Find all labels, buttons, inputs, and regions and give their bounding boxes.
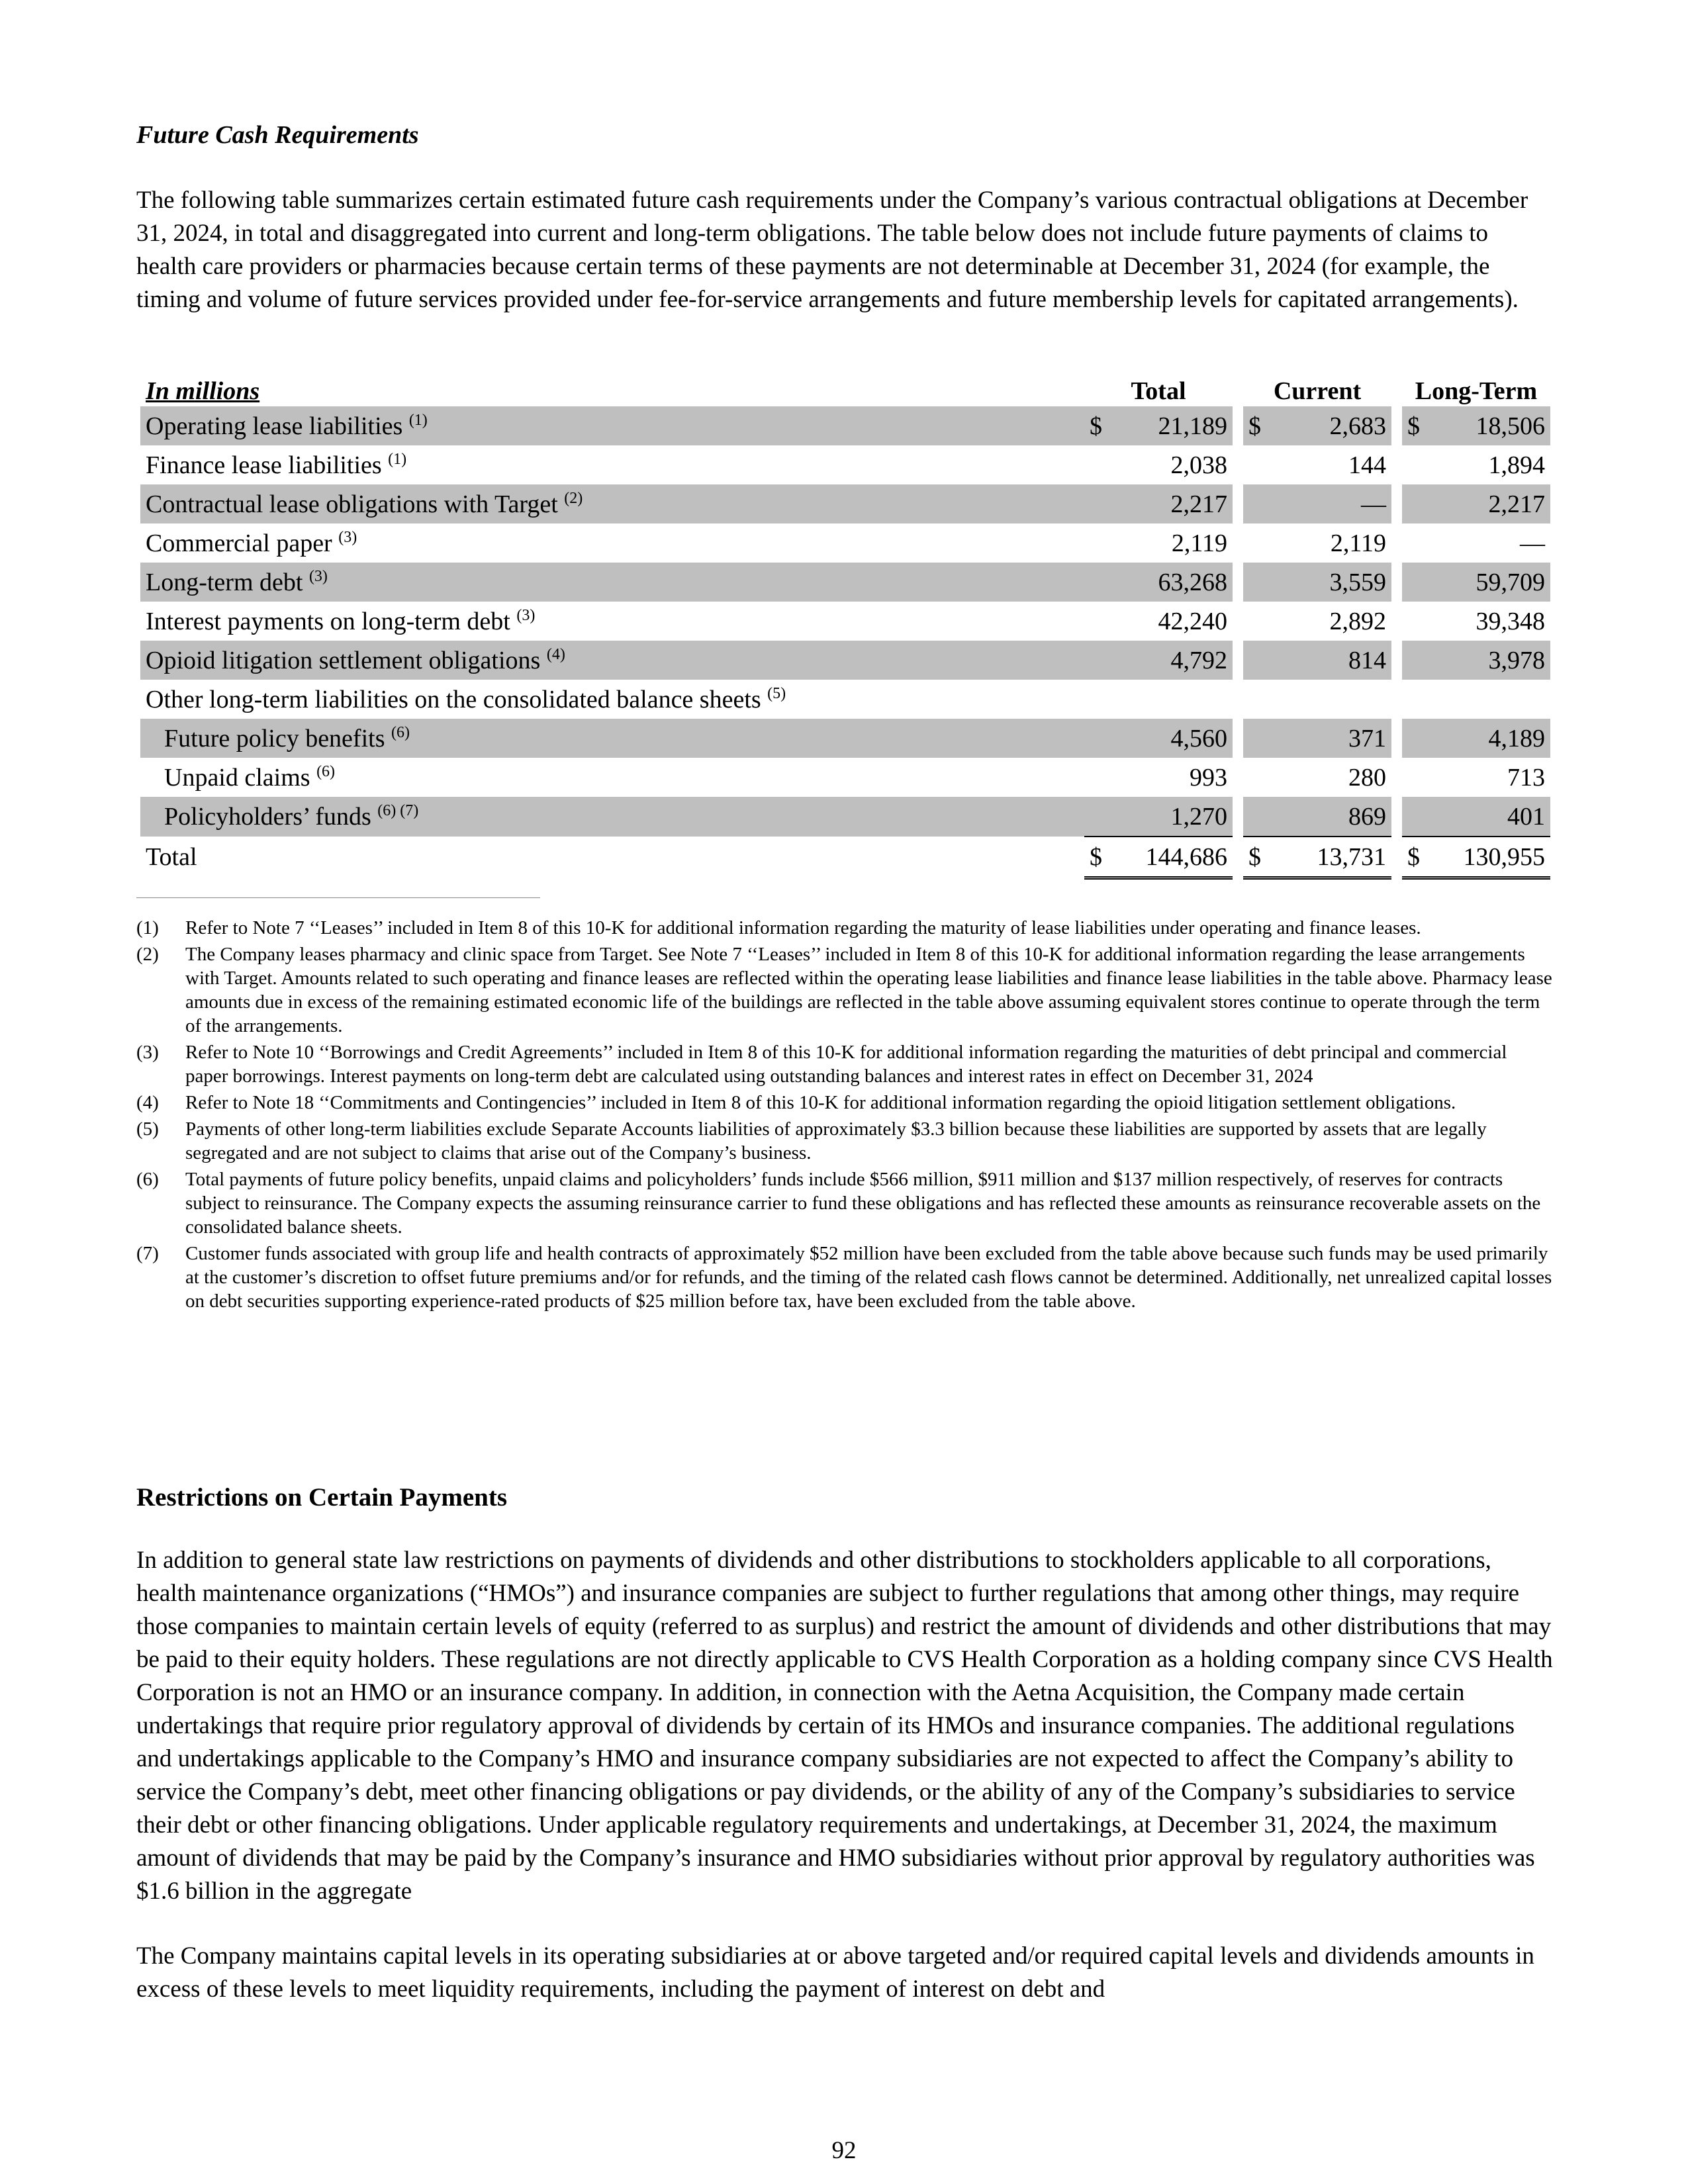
row-label-text: Opioid litigation settlement obligations: [146, 646, 547, 674]
row-label: [140, 484, 1084, 523]
header-current: Current: [1273, 377, 1362, 405]
table-header-row: [140, 376, 1550, 406]
table-body: [140, 406, 1550, 878]
cell-current: 2,892: [1329, 607, 1386, 635]
footnote-item: [136, 1242, 1553, 1313]
footnote-text: Refer to Note 10 ‘‘Borrowings and Credit Agreements’’ included in Item 8 of this 10-K for additional information regarding the maturities of debt principal and commercial paper borrowings. Interest payments on long-term debt are calculated using outstanding balances and interest rates in effect on December 31, 2024: [185, 1042, 1507, 1087]
cell-long-term: 713: [1507, 763, 1545, 792]
row-label: [140, 680, 1084, 719]
cell-current: 144: [1348, 451, 1386, 479]
cell-current: 2,683: [1275, 406, 1391, 445]
footnote-ref: (3): [516, 606, 536, 624]
footnote-text: Refer to Note 7 ‘‘Leases’’ included in Item 8 of this 10-K for additional information regarding the maturity of lease liabilities under operating and finance leases.: [185, 917, 1421, 938]
footnote-number: (1): [136, 917, 159, 938]
cell-total: [1116, 680, 1233, 719]
section-title: Future Cash Requirements: [136, 121, 419, 149]
table-row: [140, 406, 1550, 445]
currency-symbol: [1243, 523, 1275, 563]
footnote-ref: (3): [338, 528, 357, 546]
table-row: [140, 523, 1550, 563]
cell-total: 4,792: [1116, 641, 1233, 680]
header-total: Total: [1131, 377, 1186, 405]
currency-symbol: [1084, 602, 1116, 641]
table-row: [140, 680, 1550, 719]
row-label-text: Unpaid claims: [164, 763, 317, 792]
cell-long-term: 18,506: [1434, 406, 1550, 445]
row-label-text: Other long-term liabilities on the consolidated balance sheets: [146, 685, 768, 713]
row-label: [140, 602, 1084, 641]
row-label-text: Future policy benefits: [164, 724, 391, 752]
column-gap: [1391, 406, 1402, 445]
cell-total: 21,189: [1116, 406, 1233, 445]
cell-current: 2,119: [1330, 529, 1386, 557]
cell-long-term: 1,894: [1488, 451, 1545, 479]
cell-current: 3,559: [1275, 563, 1391, 602]
currency-symbol: [1243, 641, 1275, 680]
cell-long-term: 401: [1434, 797, 1550, 837]
cell-total: 2,119: [1171, 529, 1227, 557]
currency-symbol: [1243, 797, 1275, 837]
currency-symbol: [1402, 758, 1434, 797]
currency-symbol: [1243, 563, 1275, 602]
column-gap: [1233, 797, 1243, 837]
currency-symbol: [1084, 523, 1116, 563]
footnote-ref: (5): [767, 684, 786, 702]
table-row: [140, 719, 1550, 758]
cell-long-term: 39,348: [1476, 607, 1545, 635]
currency-symbol: [1243, 719, 1275, 758]
currency-symbol: [1402, 602, 1434, 641]
row-label: [140, 758, 1084, 797]
total-row: [140, 837, 1550, 878]
cell-current: —: [1275, 484, 1391, 523]
footnote-text: Payments of other long-term liabilities exclude Separate Accounts liabilities of approximately $3.3 billion because these liabilities are supported by assets that are legally segregated and are not subject to claims that arise out of the Company’s business.: [185, 1118, 1487, 1163]
footnote-ref: (6) (7): [377, 802, 419, 819]
footnote-item: [136, 1117, 1553, 1165]
restrictions-paragraph-1: In addition to general state law restrictions on payments of dividends and other distributions to stockholders applicable to all corporations, health maintenance organizations (“HMOs”) and insurance companies are subject to further regulations that among other things, may require those companies to maintain certain levels of equity (referred to as surplus) and restrict the amount of dividends and other distributions that may be paid to their equity holders. These regulations are not directly applicable to CVS Health Corporation as a holding company since CVS Health Corporation is not an HMO or an insurance company. In addition, in connection with the Aetna Acquisition, the Company made certain undertakings that require prior regulatory approval of dividends by certain of its HMOs and insurance companies. The additional regulations and undertakings applicable to the Company’s HMO and insurance company subsidiaries are not expected to affect the Company’s ability to service the Company’s debt, meet other financing obligations or pay dividends, or the ability of any of the Company’s subsidiaries to service their debt or other financing obligations. Under applicable regulatory requirements and undertakings, at December 31, 2024, the maximum amount of dividends that may be paid by the Company’s insurance and HMO subsidiaries without prior approval by regulatory authorities was $1.6 billion in the aggregate: [136, 1547, 1553, 1905]
page-content: [136, 119, 1553, 316]
currency-symbol: $: [1243, 837, 1275, 878]
currency-symbol: [1084, 680, 1116, 719]
table-row: [140, 758, 1550, 797]
cell-total: 63,268: [1116, 563, 1233, 602]
column-gap: [1391, 523, 1402, 563]
footnote-number: (4): [136, 1092, 159, 1113]
currency-symbol: [1402, 523, 1434, 563]
cell-long-term: 2,217: [1434, 484, 1550, 523]
cell-total: 993: [1190, 763, 1227, 792]
currency-symbol: [1084, 484, 1116, 523]
total-long-term: 130,955: [1434, 837, 1550, 878]
currency-symbol: [1402, 445, 1434, 484]
column-gap: [1233, 837, 1243, 878]
currency-symbol: [1243, 445, 1275, 484]
row-label-text: Long-term debt: [146, 568, 309, 596]
cell-current: [1275, 680, 1391, 719]
currency-symbol: [1402, 641, 1434, 680]
row-label-text: Contractual lease obligations with Target: [146, 490, 565, 518]
currency-symbol: $: [1084, 837, 1116, 878]
total-total: 144,686: [1116, 837, 1233, 878]
footnote-item: [136, 916, 1553, 940]
footnote-text: Total payments of future policy benefits, unpaid claims and policyholders’ funds include $566 million, $911 million and $137 million respectively, of reserves for contracts subject to reinsurance. The Company expects the assuming reinsurance carrier to fund these obligations and has reflected these amounts as reinsurance recoverable assets on the consolidated balance sheets.: [185, 1169, 1541, 1238]
currency-symbol: [1084, 445, 1116, 484]
footnote-item: [136, 942, 1553, 1038]
row-label: [140, 797, 1084, 837]
page-number: 92: [831, 2137, 857, 2164]
cash-requirements-table-wrap: [140, 376, 1550, 880]
column-gap: [1233, 758, 1243, 797]
restrictions-section: [136, 1482, 1553, 2006]
currency-symbol: [1084, 641, 1116, 680]
footnote-ref: (1): [408, 411, 428, 429]
currency-symbol: [1402, 680, 1434, 719]
currency-symbol: [1084, 797, 1116, 837]
column-gap: [1391, 837, 1402, 878]
table-row: [140, 445, 1550, 484]
column-gap: [1233, 484, 1243, 523]
header-long-term: Long-Term: [1415, 377, 1538, 405]
row-label: [140, 563, 1084, 602]
column-gap: [1391, 641, 1402, 680]
footnote-number: (2): [136, 944, 159, 965]
footnote-text: Refer to Note 18 ‘‘Commitments and Contingencies’’ included in Item 8 of this 10-K for additional information regarding the opioid litigation settlement obligations.: [185, 1092, 1456, 1113]
column-gap: [1391, 719, 1402, 758]
column-gap: [1233, 406, 1243, 445]
footnote-ref: (2): [564, 489, 583, 507]
currency-symbol: [1084, 563, 1116, 602]
cell-total: 2,038: [1170, 451, 1227, 479]
footnote-ref: (1): [388, 450, 407, 468]
currency-symbol: [1243, 680, 1275, 719]
currency-symbol: $: [1402, 837, 1434, 878]
footnote-item: [136, 1167, 1553, 1239]
cell-total: 1,270: [1116, 797, 1233, 837]
cell-long-term: 3,978: [1434, 641, 1550, 680]
currency-symbol: $: [1084, 406, 1116, 445]
cell-long-term: [1434, 680, 1550, 719]
currency-symbol: $: [1243, 406, 1275, 445]
currency-symbol: [1243, 484, 1275, 523]
cash-requirements-table: [140, 376, 1550, 880]
cell-total: 2,217: [1116, 484, 1233, 523]
row-label-text: Commercial paper: [146, 529, 339, 557]
row-label: [140, 445, 1084, 484]
table-row: [140, 563, 1550, 602]
column-gap: [1233, 563, 1243, 602]
row-label: [140, 523, 1084, 563]
table-row: [140, 484, 1550, 523]
column-gap: [1391, 563, 1402, 602]
cell-total: 42,240: [1158, 607, 1227, 635]
column-gap: [1391, 797, 1402, 837]
currency-symbol: [1243, 758, 1275, 797]
table-row: [140, 641, 1550, 680]
column-gap: [1233, 445, 1243, 484]
currency-symbol: [1243, 602, 1275, 641]
currency-symbol: [1084, 719, 1116, 758]
column-gap: [1233, 523, 1243, 563]
table-row: [140, 797, 1550, 837]
footnote-ref: (6): [316, 762, 336, 780]
row-label-text: Operating lease liabilities: [146, 412, 409, 440]
cell-long-term: —: [1520, 529, 1545, 557]
row-label-text: Interest payments on long-term debt: [146, 607, 517, 635]
restrictions-title: Restrictions on Certain Payments: [136, 1483, 507, 1512]
cell-long-term: 4,189: [1434, 719, 1550, 758]
footnotes: [136, 916, 1553, 1316]
footnote-ref: (3): [308, 567, 328, 585]
footnote-text: The Company leases pharmacy and clinic space from Target. See Note 7 ‘‘Leases’’ included in Item 8 of this 10-K for additional information regarding the lease arrangements with Target. Amounts related to such operating and finance leases are reflected within the operating lease liabilities and finance lease liabilities in the table above. Pharmacy lease amounts due in excess of the remaining estimated economic life of the buildings are reflected in the table above assuming equivalent stores continue to operate through the term of the arrangements.: [185, 944, 1552, 1036]
column-gap: [1233, 602, 1243, 641]
footnote-divider: [136, 897, 540, 898]
currency-symbol: [1402, 797, 1434, 837]
table-row: [140, 602, 1550, 641]
currency-symbol: $: [1402, 406, 1434, 445]
cell-current: 280: [1348, 763, 1386, 792]
column-gap: [1233, 719, 1243, 758]
currency-symbol: [1402, 484, 1434, 523]
header-in-millions: In millions: [146, 377, 260, 405]
row-label: [140, 719, 1084, 758]
cell-long-term: 59,709: [1434, 563, 1550, 602]
currency-symbol: [1084, 758, 1116, 797]
column-gap: [1391, 602, 1402, 641]
total-current: 13,731: [1275, 837, 1391, 878]
column-gap: [1391, 680, 1402, 719]
footnote-number: (7): [136, 1243, 159, 1264]
currency-symbol: [1402, 719, 1434, 758]
restrictions-paragraph-2: The Company maintains capital levels in its operating subsidiaries at or above targeted and/or required capital levels and dividends amounts in excess of these levels to meet liquidity requirements, including the payment of interest on debt and: [136, 1942, 1534, 2003]
column-gap: [1391, 758, 1402, 797]
column-gap: [1391, 484, 1402, 523]
footnote-item: [136, 1091, 1553, 1115]
column-gap: [1391, 445, 1402, 484]
footnote-number: (5): [136, 1118, 159, 1140]
column-gap: [1233, 680, 1243, 719]
footnote-ref: (6): [391, 723, 410, 741]
footnote-text: Customer funds associated with group life and health contracts of approximately $52 million have been excluded from the table above because such funds may be used primarily at the customer’s discretion to offset future premiums and/or for refunds, and the timing of the related cash flows cannot be determined. Additionally, net unrealized capital losses on debt securities supporting experience-rated products of $25 million before tax, have been excluded from the table above.: [185, 1243, 1552, 1312]
footnote-number: (3): [136, 1042, 159, 1063]
cell-total: 4,560: [1116, 719, 1233, 758]
column-gap: [1233, 641, 1243, 680]
row-label-text: Policyholders’ funds: [164, 803, 378, 831]
row-label: [140, 641, 1084, 680]
cell-current: 371: [1275, 719, 1391, 758]
row-label: [140, 406, 1084, 445]
cell-current: 814: [1275, 641, 1391, 680]
cell-current: 869: [1275, 797, 1391, 837]
footnote-number: (6): [136, 1169, 159, 1190]
footnote-item: [136, 1040, 1553, 1088]
intro-paragraph: The following table summarizes certain estimated future cash requirements under the Company’s various contractual obligations at December 31, 2024, in total and disaggregated into current and long-term obligations. The table below does not include future payments of claims to health care providers or pharmacies because certain terms of these payments are not determinable at December 31, 2024 (for example, the timing and volume of future services provided under fee-for-service arrangements and future membership levels for capitated arrangements).: [136, 187, 1528, 313]
footnote-ref: (4): [546, 645, 565, 663]
row-label-text: Finance lease liabilities: [146, 451, 389, 479]
currency-symbol: [1402, 563, 1434, 602]
total-label: Total: [146, 843, 197, 872]
